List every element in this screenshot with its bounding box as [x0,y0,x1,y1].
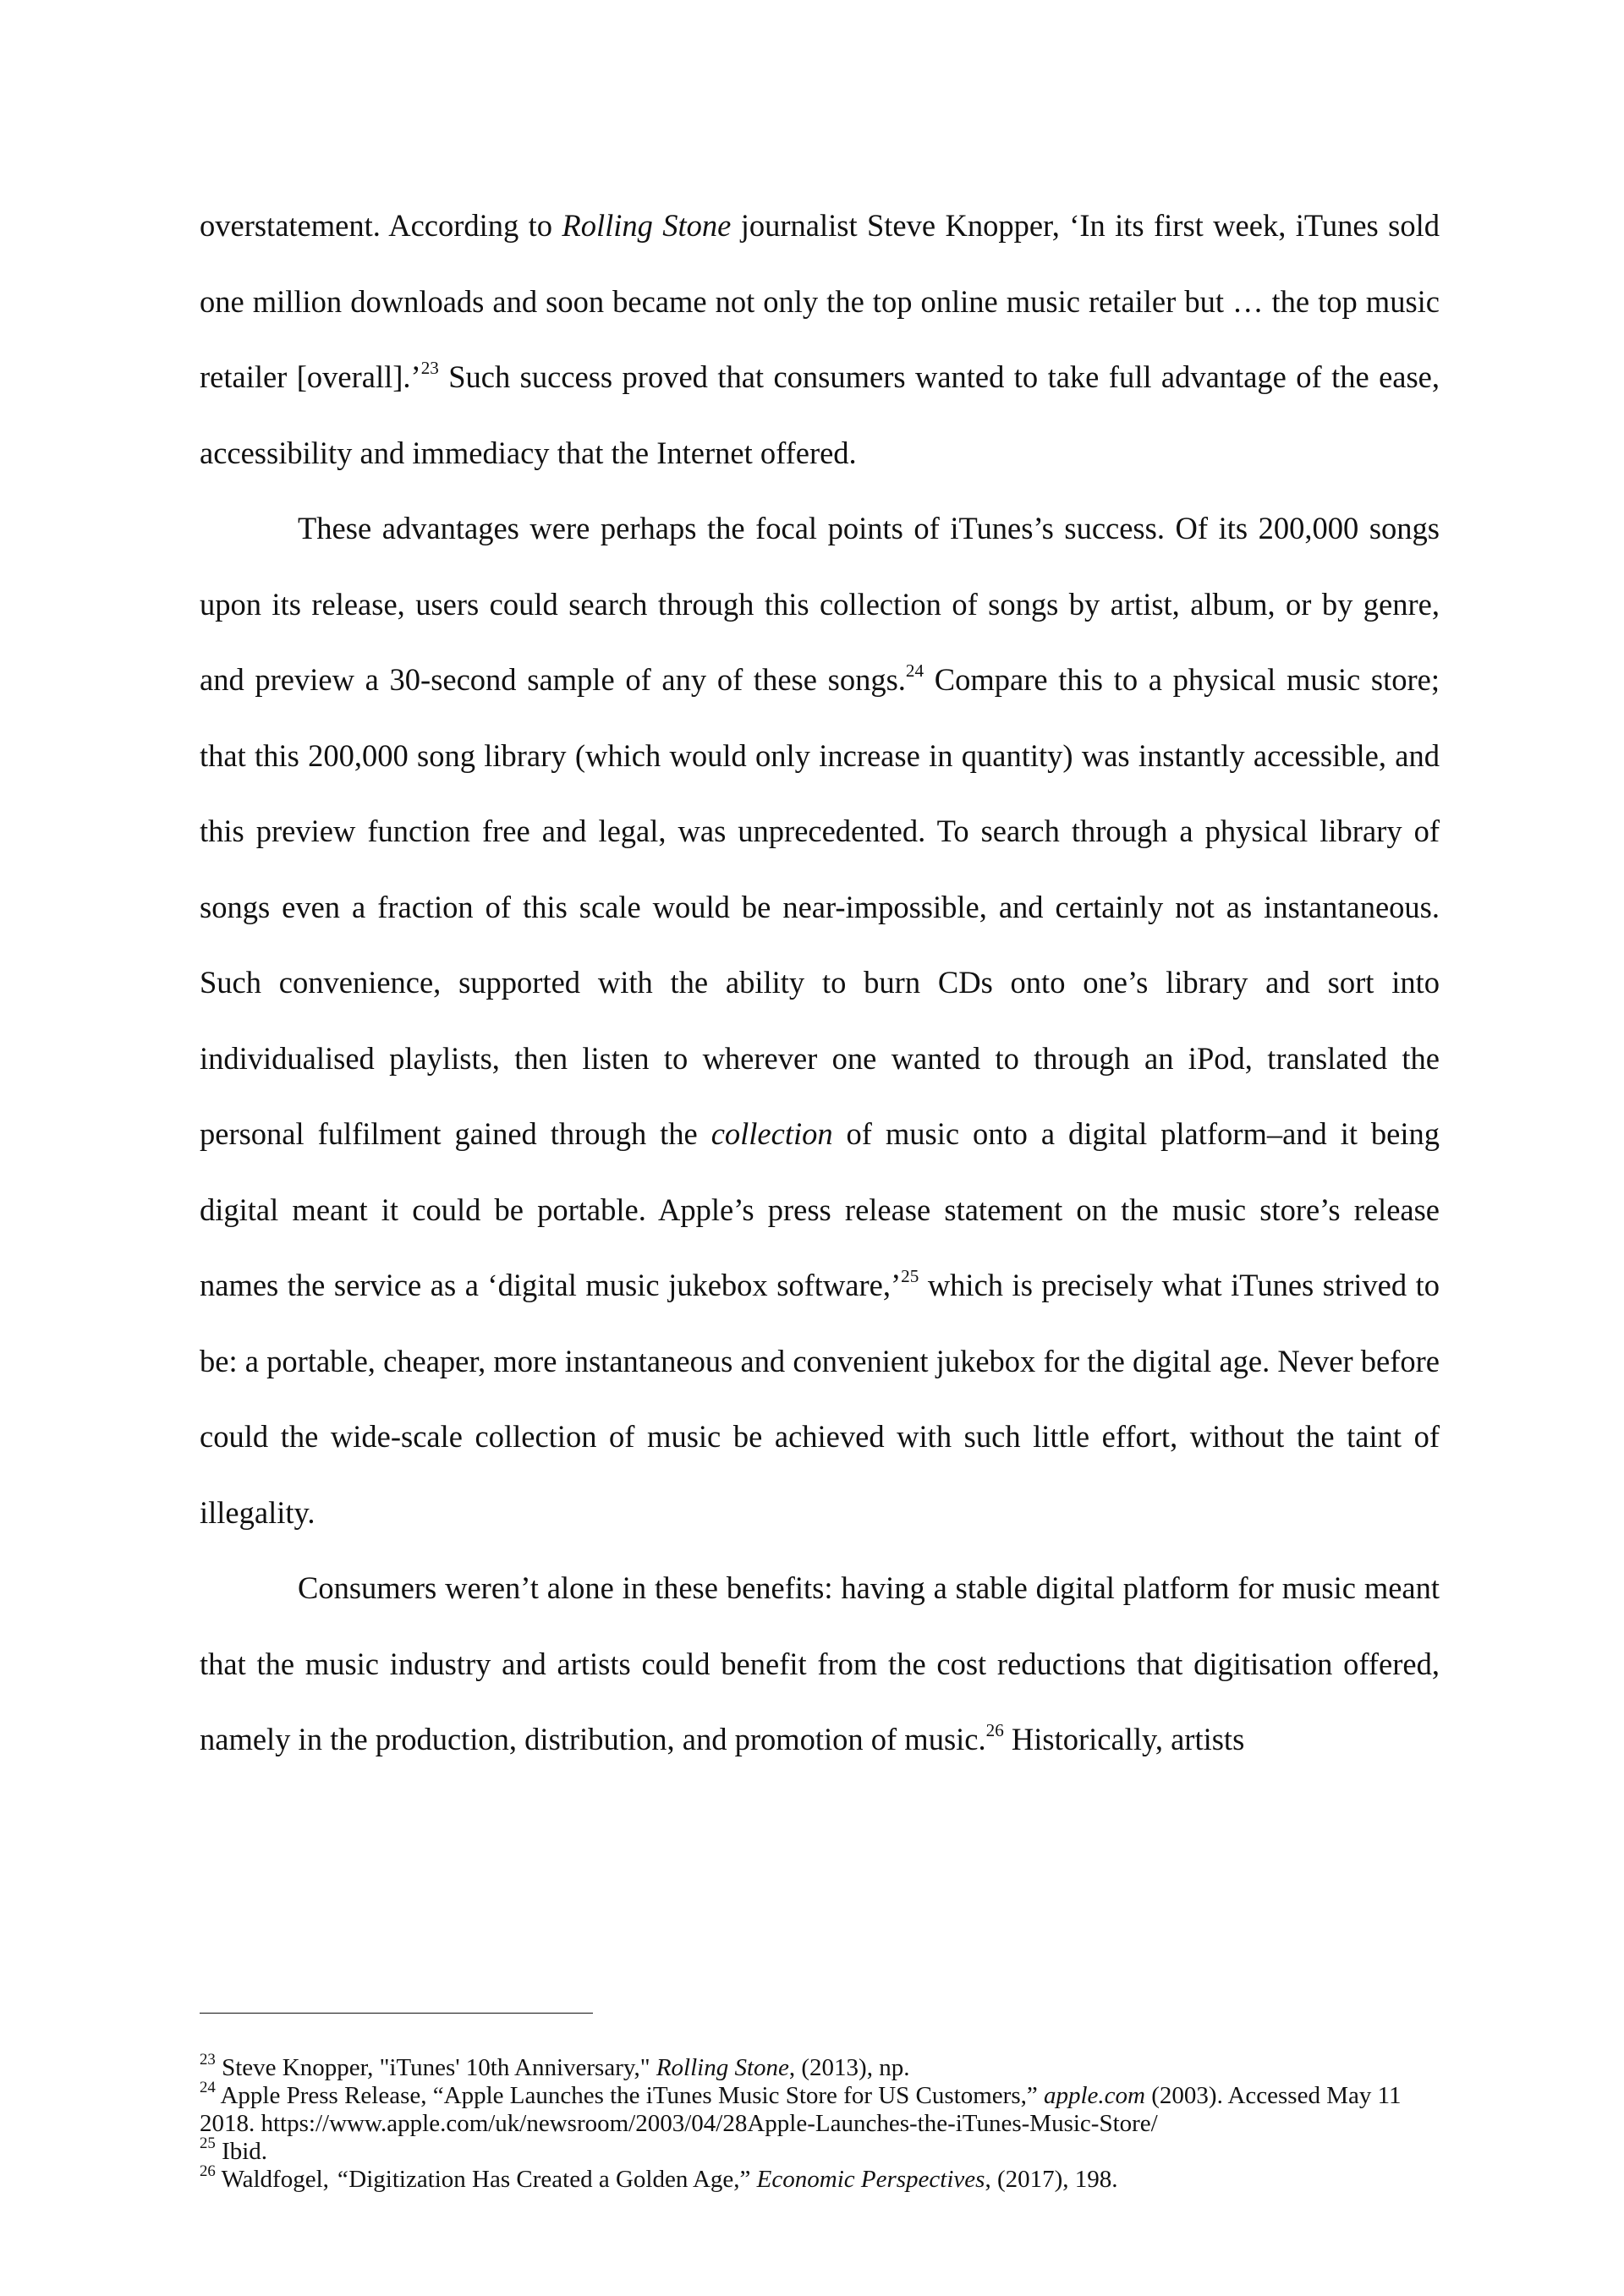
paragraph-text: Compare this to a physical music store; that this 200,000 song library (which would only increase in quantity) was instantly accessible, and this preview function free and legal, was unprecedented. To search through a physical library of songs even a fraction of this scale would be near-impossible, and certainly not as instantaneous. Such convenience, supported with the ability to burn CDs onto one’s library and sort into individualised playlists, then listen to wherever one wanted to through an iPod, translated the personal fulfilment gained through the [200,662,1440,1151]
footnote-italic-text: “ [335,2166,349,2193]
footnote-italic-text: Economic Perspectives [756,2166,985,2193]
paragraph-italic-text: collection [710,1116,833,1151]
footnote-footnote-marker: 23 [200,2050,216,2069]
footnote-text: Apple Press Release, “Apple Launches the iTunes Music Store for US Customers,” [215,2082,1044,2109]
paragraph-3 [200,1550,1440,1778]
paragraph-text: journalist Steve Knopper, ‘In its first week, iTunes sold one million downloads and soon became not only the top online music retailer but … the top music retailer [overall].’ [200,208,1440,394]
paragraph-text: of music onto a digital platform–and it being digital meant it could be portable. Apple’s press release statement on the music store’s release names the service as a ‘digital music jukebox software,’ [200,1116,1440,1302]
footnote-footnote-marker: 26 [200,2162,216,2180]
footnote-23 [200,2050,1440,2082]
footnote-italic-text: apple.com [1044,2082,1145,2109]
paragraph-1 [200,188,1440,490]
footnote-text: , (2013), np. [788,2054,910,2081]
footnote-text: (2003). Accessed May 11 2018. https://www.apple.com/uk/newsroom/2003/04/28Apple-Launches-the-iTunes-Music-Store/ [200,2082,1402,2137]
footnote-footnote-marker: 24 [200,2078,216,2096]
paragraph-text: Historically, artists [1003,1722,1245,1756]
paragraph-text: These advantages were perhaps the focal points of iTunes’s success. Of its 200,000 songs upon its release, users could search through this collection of songs by artist, album, or by genre, and preview a 30-second sample of any of these songs. [200,511,1440,697]
body-text [200,188,1440,1778]
footnote-text: Waldfogel, [215,2166,336,2193]
paragraph-text: which is precisely what iTunes strived to be: a portable, cheaper, more instantaneous and convenient jukebox for the digital age. Never before could the wide-scale collection of music be achieved with such little effort, without the taint of illegality. [200,1268,1440,1530]
footnote-25 [200,2134,1440,2166]
footnote-separator [200,2013,593,2014]
footnotes [200,2013,1440,2194]
paragraph-text: Such success proved that consumers wanted to take full advantage of the ease, accessibility and immediacy that the Internet offered. [200,359,1440,470]
footnote-26 [200,2162,1440,2194]
paragraph-footnote-marker: 23 [420,357,439,378]
paragraph-footnote-marker: 25 [901,1265,919,1286]
footnote-text: Steve Knopper, "iTunes' 10th Anniversary," [215,2054,656,2081]
footnote-text: Digitization Has Created a Golden Age,” [348,2166,757,2193]
footnote-italic-text: Rolling Stone [656,2054,789,2081]
footnote-text: , (2017), 198. [985,2166,1118,2193]
footnote-text: Ibid. [215,2138,268,2165]
paragraph-italic-text: Rolling Stone [562,208,732,243]
paragraph-text: Consumers weren’t alone in these benefits: having a stable digital platform for music meant that the music industry and artists could benefit from the cost reductions that digitisation offered, namely in the production, distribution, and promotion of music. [200,1570,1440,1756]
paragraph-text: overstatement. According to [200,208,562,243]
footnote-24 [200,2078,1440,2138]
paragraph-2 [200,490,1440,1550]
footnote-footnote-marker: 25 [200,2134,216,2152]
paragraph-footnote-marker: 24 [905,660,924,681]
paragraph-footnote-marker: 26 [985,1719,1004,1740]
